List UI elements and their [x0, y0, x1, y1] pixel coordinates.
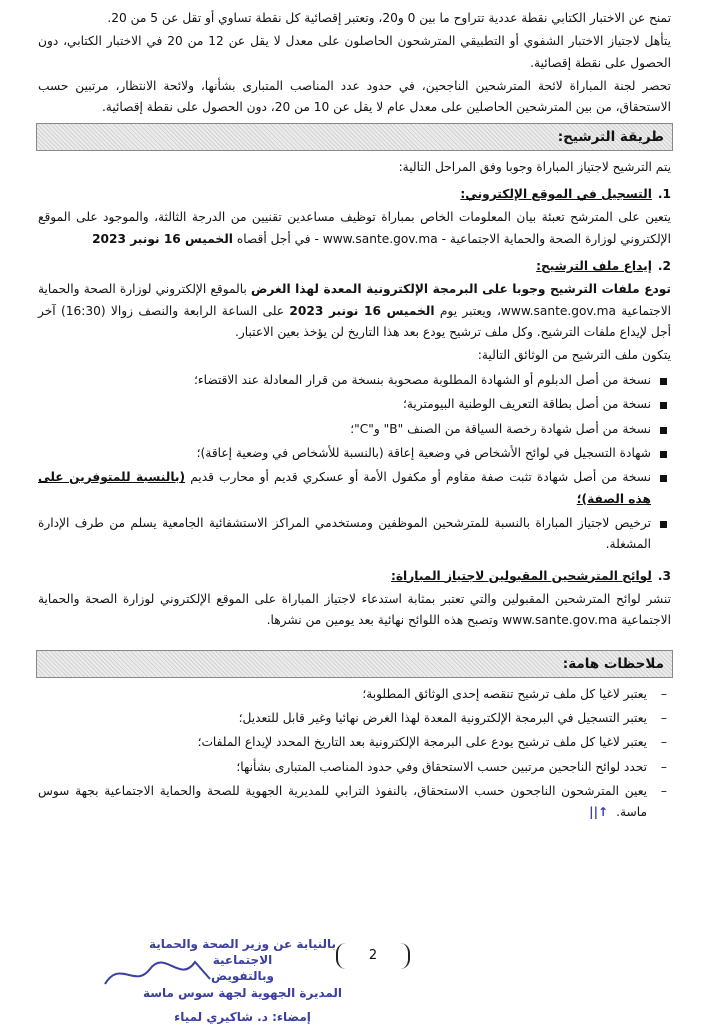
step-2-deadline: الخميس 16 نونبر 2023 — [289, 303, 435, 318]
document-item-5-text: نسخة من أصل شهادة تثبت صفة مقاوم أو مكفول الأمة أو عسكري قديم أو محارب قديم — [190, 470, 652, 485]
step-1-deadline: الخميس 16 نونبر 2023 — [92, 231, 233, 246]
handwritten-mark-icon: ↑|| — [589, 805, 609, 820]
signatory-name: إمضاء: د. شاكيري لمياء — [174, 1009, 311, 1024]
step-2-text-a: بالموقع الإلكتروني لوزارة الصحة والحماية الاجتماعية — [38, 282, 672, 318]
page-footer — [0, 936, 709, 1024]
note-item: – يعتبر لاغيا كل ملف ترشيح تنقصه إحدى الوثائق المطلوبة؛ — [38, 684, 671, 705]
step-2-number: 2. — [657, 259, 671, 274]
step-1-heading — [38, 184, 671, 205]
step-3-number: 3. — [657, 568, 671, 583]
note-item: – يعتبر لاغيا كل ملف ترشيح يودع على البرمجة الإلكترونية بعد التاريخ المحدد لإيداع الملفات؛ — [38, 732, 671, 753]
document-page — [38, 8, 671, 827]
document-item: نسخة من أصل شهادة رخصة السياقة من الصنف "B" و"C"؛ — [38, 419, 671, 440]
step-2-text — [38, 279, 671, 343]
document-item: نسخة من أصل الدبلوم أو الشهادة المطلوبة مصحوبة بنسخة من قرار المعادلة عند الاقتضاء؛ — [38, 370, 671, 391]
step-2-heading — [38, 256, 671, 277]
step-1-title: التسجيل في الموقع الإلكتروني: — [460, 187, 652, 202]
notes-list — [38, 684, 671, 824]
step-2-text-c: على الساعة الرابعة والنصف زوالا (16:30) آخر أجل لإيداع ملفات الترشيح. وكل ملف ترشيح يودع بعد هذا التاريخ لن يؤخذ بعين الاعتبار. — [38, 303, 671, 340]
official-stamp — [120, 936, 365, 1025]
document-item: ترخيص لاجتياز المباراة بالنسبة للمترشحين الموظفين ومستخدمي المراكز الاستشفائية الجامعية يسلم من طرف الإدارة المشغلة. — [38, 513, 671, 556]
step-2-title: إيداع ملف الترشيح: — [536, 259, 652, 274]
stamp-line-3: المديرة الجهوية لجهة سوس ماسة — [142, 985, 343, 1000]
section-heading-notes: ملاحظات هامة: — [36, 650, 673, 678]
step-1-text-a: يتعين على المترشح تعبئة بيان المعلومات الخاص بمباراة توظيف مساعدين تقنيين من الدرجة الثالثة، والموجود على الموقع الإلكتروني لوزارة الصحة والحماية الاجتماعية - — [38, 210, 671, 246]
website-link[interactable]: www.sante.gov.ma — [500, 303, 616, 318]
step-2-text-b: ، ويعتبر يوم — [439, 303, 501, 318]
note-item: – تحدد لوائح الناجحين مرتبين حسب الاستحقاق وفي حدود المناصب المتبارى بشأنها؛ — [38, 757, 671, 778]
page-number: 2 — [336, 943, 410, 969]
stamp-line-1: بالنيابة عن وزير الصحة والحماية الاجتماعية — [148, 937, 337, 968]
section-heading-method: طريقة الترشيح: — [36, 123, 673, 151]
step-1-number: 1. — [657, 187, 671, 202]
note-item — [38, 781, 671, 824]
step-3-text — [38, 589, 671, 632]
note-item: – يعتبر التسجيل في البرمجة الإلكترونية المعدة لهذا الغرض نهائيا وغير قابل للتعديل؛ — [38, 708, 671, 729]
step-3-text-a: تنشر لوائح المترشحين المقبولين والتي تعتبر بمثابة استدعاء لاجتياز المباراة على الموقع الإلكتروني لوزارة الصحة والحماية الاجتماعية — [38, 591, 671, 628]
documents-intro: يتكون ملف الترشيح من الوثائق التالية: — [477, 348, 671, 363]
intro-paragraph-1: تمنح عن الاختبار الكتابي نقطة عددية تتراوح ما بين 0 و20، وتعتبر إقصائية كل نقطة تساوي أو تقل عن 5 من 20. — [107, 11, 671, 25]
document-item: نسخة من أصل بطاقة التعريف الوطنية البيومترية؛ — [38, 394, 671, 415]
intro-paragraph-3: تحصر لجنة المباراة لائحة المترشحين الناجحين، في حدود عدد المناصب المتبارى بشأنها، ولائحة الانتظار، مرتبين حسب الاستحقاق، من بين المترشحين الحاصلين على معدل عام لا يقل عن 10 من 20، دون الحصول على نقطة إقصائية. — [38, 79, 671, 115]
step-3-text-b: وتصبح هذه اللوائح نهائية بعد يومين من نشرها. — [266, 613, 499, 628]
step-3-heading — [38, 566, 671, 587]
documents-list — [38, 370, 671, 556]
document-item — [38, 467, 671, 510]
method-intro: يتم الترشيح لاجتياز المباراة وجوبا وفق المراحل التالية: — [398, 159, 671, 174]
document-item-5-note: (بالنسبة للمتوفرين على هذه الصفة)؛ — [38, 470, 651, 506]
note-item-5-text: يعين المترشحون الناجحون حسب الاستحقاق، بالنفوذ الترابي للمديرية الجهوية للصحة والحماية الاجتماعية بجهة سوس ماسة. — [38, 783, 647, 820]
website-link[interactable]: www.sante.gov.ma — [322, 231, 438, 246]
signature-icon — [100, 954, 220, 994]
intro-paragraph-2: يتأهل لاجتياز الاختبار الشفوي أو التطبيقي المترشحون الحاصلون على معدل لا يقل عن 12 من 20 في الاختبار الكتابي، دون الحصول على نقطة إقصائية. — [38, 34, 671, 70]
step-1-text — [38, 207, 671, 250]
step-2-bold-lead: تودع ملفات الترشيح وجوبا على البرمجة الإلكترونية المعدة لهذا الغرض — [251, 282, 671, 297]
website-link[interactable]: www.sante.gov.ma — [502, 613, 618, 628]
step-1-text-b: - في أجل أقصاه — [236, 231, 319, 246]
stamp-line-2: وبالتفويض — [211, 969, 274, 984]
document-item: شهادة التسجيل في لوائح الأشخاص في وضعية إعاقة (بالنسبة للأشخاص في وضعية إعاقة)؛ — [38, 443, 671, 464]
step-3-title: لوائح المترشحين المقبولين لاجتياز المباراة: — [390, 568, 652, 583]
